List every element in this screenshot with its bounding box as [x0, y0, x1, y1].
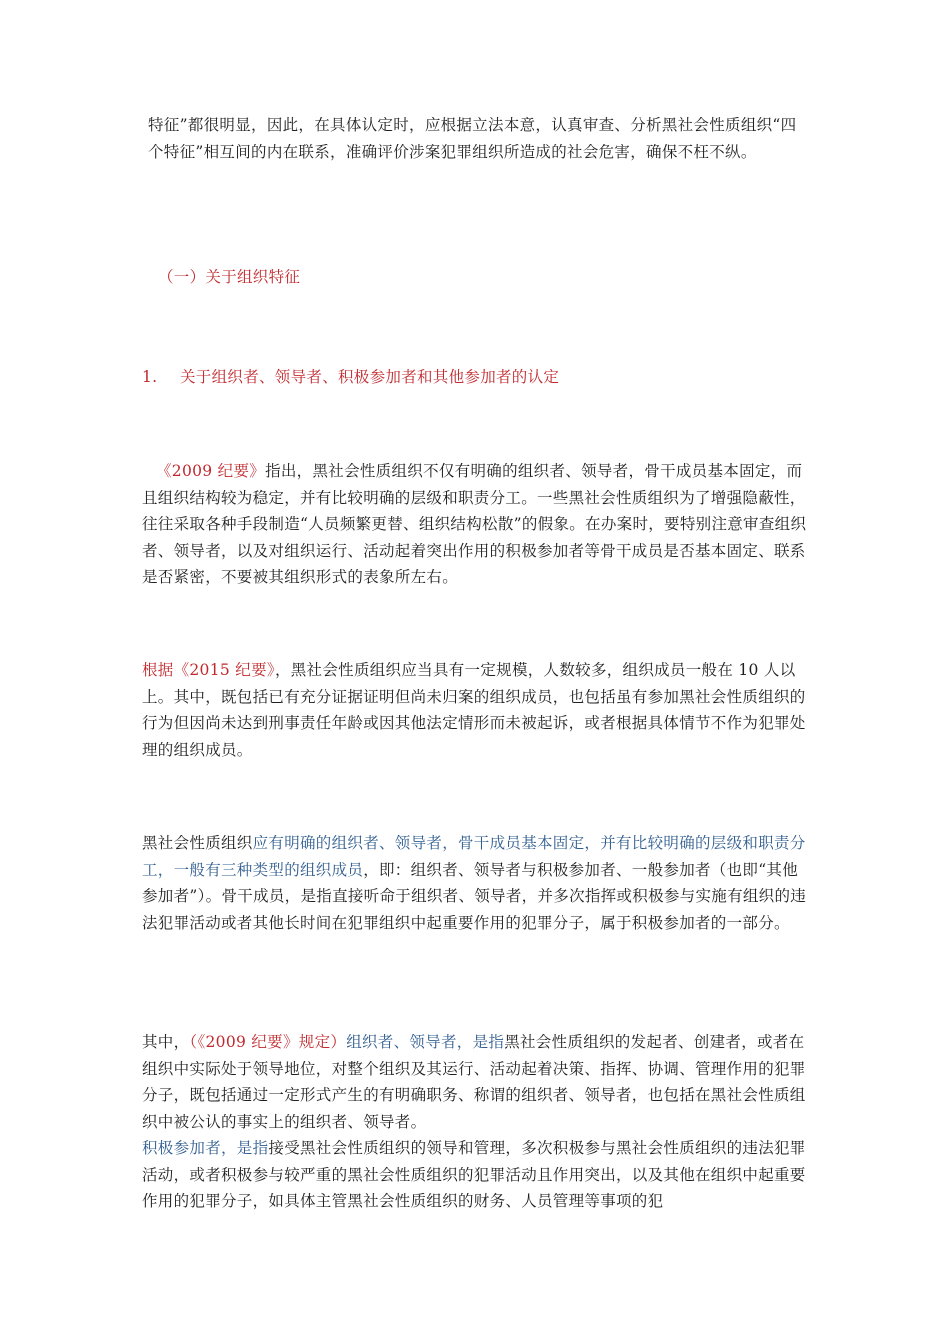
- section-heading-text: （一）关于组织特征: [158, 268, 301, 286]
- para4-segment-2: （《2009 纪要》规定）: [189, 1033, 347, 1051]
- para2-text: ，黑社会性质组织应当具有一定规模，人数较多，组织成员一般在 10 人以上。其中，既包括已有充分证据证明但尚未归案的组织成员，也包括虽有参加黑社会性质组织的行为但因尚未达到刑事责任年龄或因其他法定情形而未被起诉，或者根据具体情节不作为犯罪处理的组织成员。: [142, 661, 806, 759]
- section-heading: [158, 264, 826, 291]
- subheading-number: 1.: [142, 368, 158, 386]
- subheading-text: 关于组织者、领导者、积极参加者和其他参加者的认定: [180, 368, 560, 386]
- subheading: [142, 364, 810, 391]
- intro-text: 特征”都很明显，因此，在具体认定时，应根据立法本意，认真审查、分析黑社会性质组织“四个特征”相互间的内在联系，准确评价涉案犯罪组织所造成的社会危害，确保不枉不纵。: [148, 116, 797, 161]
- paragraph-2: [142, 657, 810, 763]
- para3-segment-2: 应有明确的组织者、领导者，骨干成员基本固定，并有比较明确的层级和职责分工，一般有三种类型的组织成员: [142, 834, 806, 879]
- para4-segment-3: 组织者、领导者，是指: [346, 1033, 505, 1051]
- para3-segment-1: 黑社会性质组织: [142, 834, 253, 852]
- intro-paragraph: [148, 112, 808, 165]
- para1-text: 指出，黑社会性质组织不仅有明确的组织者、领导者，骨干成员基本固定，而且组织结构较为稳定，并有比较明确的层级和职责分工。一些黑社会性质组织为了增强隐蔽性，往往采取各种手段制造“人员频繁更替、组织结构松散”的假象。在办案时，要特别注意审查组织者、领导者，以及对组织运行、活动起着突出作用的积极参加者等骨干成员是否基本固定、联系是否紧密，不要被其组织形式的表象所左右。: [142, 462, 807, 586]
- para5-segment-2: 接受黑社会性质组织的领导和管理，多次积极参与黑社会性质组织的违法犯罪活动，或者积极参与较严重的黑社会性质组织的犯罪活动且作用突出，以及其他在组织中起重要作用的犯罪分子，如具体主管黑社会性质组织的财务、人员管理等事项的犯: [142, 1139, 806, 1210]
- para1-reference: 《2009 纪要》: [156, 462, 266, 480]
- para4-segment-4: 黑社会性质组织的发起者、创建者，或者在组织中实际处于领导地位，对整个组织及其运行、活动起着决策、指挥、协调、管理作用的犯罪分子，既包括通过一定形式产生的有明确职务、称谓的组织者、领导者，也包括在黑社会性质组织中被公认的事实上的组织者、领导者。: [142, 1033, 806, 1131]
- para2-reference: 根据《2015 纪要》: [142, 661, 275, 679]
- paragraph-5: [142, 1135, 810, 1215]
- para4-segment-1: 其中，: [142, 1033, 190, 1051]
- paragraph-4: [142, 1029, 810, 1135]
- para3-segment-3: ，即：组织者、领导者与积极参加者、一般参加者（也即“其他参加者”）。骨干成员，是指直接听命于组织者、领导者，并多次指挥或积极参与实施有组织的违法犯罪活动或者其他长时间在犯罪组织中起重要作用的犯罪分子，属于积极参加者的一部分。: [142, 860, 807, 932]
- paragraph-1: [142, 458, 810, 591]
- para5-segment-1: 积极参加者，是指: [142, 1139, 269, 1157]
- paragraph-3: [142, 830, 810, 936]
